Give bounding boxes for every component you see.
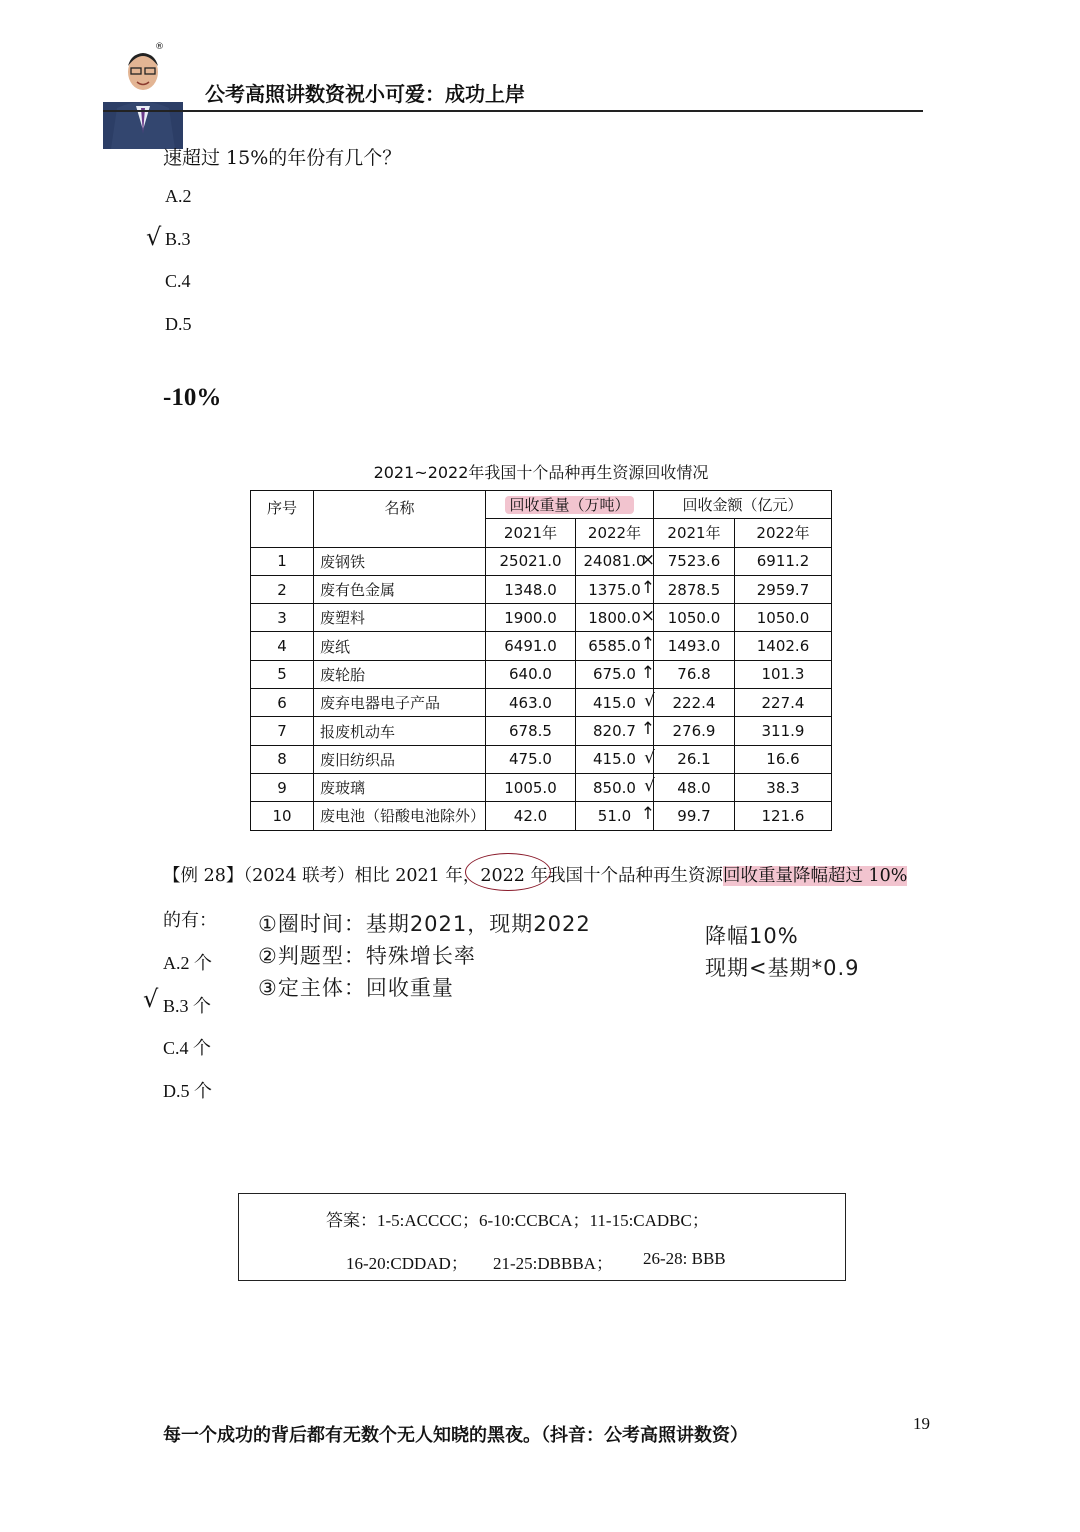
cell-amount-2022-value: 311.9 xyxy=(761,722,805,741)
header-divider xyxy=(103,110,923,112)
cell-name-value: 废旧纺织品 xyxy=(320,750,396,769)
table-row xyxy=(251,745,832,773)
cell-weight-2022-value: 51.0 xyxy=(597,806,632,825)
cell-seq xyxy=(251,717,314,745)
hand-step-1: ①圈时间：基期2021，现期2022 xyxy=(258,912,591,936)
header-amount-2022: 2022年 xyxy=(735,519,832,547)
table-row xyxy=(251,547,832,575)
cell-amount-2022 xyxy=(735,604,832,632)
cell-amount-2021 xyxy=(654,604,735,632)
answers-line2a: 16-20:CDDAD； xyxy=(346,1254,468,1273)
option-c: C.4 xyxy=(165,271,191,291)
cell-amount-2021 xyxy=(654,575,735,603)
example-circled-year: 2022 年 xyxy=(480,866,548,886)
cell-amount-2022-value: 1050.0 xyxy=(756,608,810,627)
cell-amount-2021 xyxy=(654,632,735,660)
hand-mark-icon: ↑ xyxy=(640,577,655,598)
header-weight-2022: 2022年 xyxy=(576,519,654,547)
cell-amount-2021-value: 7523.6 xyxy=(667,552,721,571)
cell-name xyxy=(314,660,486,688)
cell-weight-2022 xyxy=(576,802,654,830)
cell-weight-2022-value: 675.0 xyxy=(593,665,636,684)
table-row xyxy=(251,773,832,801)
cell-weight-2021 xyxy=(486,745,576,773)
cell-seq-value: 9 xyxy=(277,778,287,797)
cell-seq-value: 10 xyxy=(272,806,292,825)
table-row xyxy=(251,632,832,660)
hand-mark-icon: × xyxy=(640,549,655,570)
header-amount: 回收金额（亿元） xyxy=(654,491,832,519)
cell-weight-2022-value: 850.0 xyxy=(593,778,636,797)
answers-line2c: 26-28: BBB xyxy=(643,1249,726,1268)
cell-weight-2021-value: 1900.0 xyxy=(504,608,557,627)
table-row xyxy=(251,717,832,745)
question-text: 速超过 15%的年份有几个？ xyxy=(163,147,402,169)
cell-weight-2021-value: 463.0 xyxy=(509,693,552,712)
answers-line1: 答案：1-5:ACCCC；6-10:CCBCA；11-15:CADBC； xyxy=(326,1211,709,1230)
table-title: 2021~2022年我国十个品种再生资源回收情况 xyxy=(373,463,709,482)
cell-weight-2022 xyxy=(576,575,654,603)
cell-weight-2022 xyxy=(576,745,654,773)
cell-name xyxy=(314,717,486,745)
cell-weight-2021-value: 640.0 xyxy=(509,665,552,684)
cell-amount-2021-value: 1050.0 xyxy=(667,608,721,627)
cell-weight-2021-value: 1348.0 xyxy=(504,580,557,599)
hand-step-2: ②判题型：特殊增长率 xyxy=(258,944,476,968)
cell-amount-2021-value: 26.1 xyxy=(677,750,711,769)
cell-weight-2022-value: 415.0 xyxy=(593,693,636,712)
cell-weight-2022-value: 1800.0 xyxy=(588,608,641,627)
hand-mark-icon: ↑ xyxy=(640,719,655,740)
cell-amount-2021 xyxy=(654,547,735,575)
page-number: 19 xyxy=(913,1414,930,1433)
hand-note-decline: 降幅10% xyxy=(705,924,799,948)
cell-weight-2021 xyxy=(486,604,576,632)
hand-step-3: ③定主体：回收重量 xyxy=(258,976,454,1000)
table-row xyxy=(251,689,832,717)
header-seq: 序号 xyxy=(251,491,314,548)
cell-amount-2022 xyxy=(735,689,832,717)
cell-amount-2021-value: 222.4 xyxy=(672,693,716,712)
cell-amount-2022-value: 6911.2 xyxy=(756,552,810,571)
hand-mark-icon: √ xyxy=(644,775,655,796)
cell-name xyxy=(314,773,486,801)
cell-name xyxy=(314,745,486,773)
cell-name-value: 废钢铁 xyxy=(320,552,366,571)
cell-seq xyxy=(251,604,314,632)
hand-mark-icon: ↑ xyxy=(640,634,655,655)
table-row xyxy=(251,604,832,632)
example-option-d: D.5 个 xyxy=(163,1081,212,1101)
table-row xyxy=(251,575,832,603)
cell-amount-2022 xyxy=(735,717,832,745)
cell-name-value: 报废机动车 xyxy=(320,722,396,741)
cell-weight-2022-value: 415.0 xyxy=(593,750,636,769)
example-option-b: B.3 个 xyxy=(163,996,212,1016)
header-title: 公考高照讲数资祝小可爱：成功上岸 xyxy=(205,82,525,106)
cell-weight-2021-value: 1005.0 xyxy=(504,778,557,797)
cell-seq xyxy=(251,802,314,830)
cell-amount-2021-value: 276.9 xyxy=(672,722,716,741)
cell-amount-2021 xyxy=(654,802,735,830)
cell-name xyxy=(314,575,486,603)
cell-seq-value: 5 xyxy=(277,665,287,684)
answers-line2b: 21-25:DBBBA； xyxy=(493,1254,613,1273)
cell-weight-2022 xyxy=(576,660,654,688)
cell-seq-value: 2 xyxy=(277,580,287,599)
cell-weight-2022 xyxy=(576,604,654,632)
cell-name xyxy=(314,802,486,830)
cell-weight-2021-value: 475.0 xyxy=(509,750,552,769)
example-line2: 的有： xyxy=(163,910,217,931)
cell-amount-2021-value: 76.8 xyxy=(677,665,711,684)
cell-name-value: 废电池（铅酸电池除外） xyxy=(320,807,486,826)
cell-weight-2021-value: 42.0 xyxy=(513,806,548,825)
registered-mark: ® xyxy=(155,42,164,52)
cell-weight-2021-value: 6491.0 xyxy=(504,637,557,656)
cell-amount-2021 xyxy=(654,745,735,773)
cell-name-value: 废塑料 xyxy=(320,609,366,628)
cell-weight-2021 xyxy=(486,575,576,603)
cell-seq xyxy=(251,575,314,603)
cell-name xyxy=(314,632,486,660)
cell-name xyxy=(314,689,486,717)
example-middle: 我国十个品种再生资源 xyxy=(547,866,723,886)
cell-weight-2022 xyxy=(576,632,654,660)
hand-mark-icon: √ xyxy=(644,691,655,712)
cell-amount-2022 xyxy=(735,773,832,801)
header-weight-2021: 2021年 xyxy=(486,519,576,547)
header-amount-2021: 2021年 xyxy=(654,519,735,547)
cell-amount-2022 xyxy=(735,802,832,830)
cell-amount-2021-value: 99.7 xyxy=(677,806,711,825)
cell-name-value: 废弃电器电子产品 xyxy=(320,694,441,713)
cell-weight-2021 xyxy=(486,632,576,660)
cell-amount-2022-value: 16.6 xyxy=(766,750,800,769)
cell-weight-2022-value: 6585.0 xyxy=(588,637,641,656)
cell-name-value: 废轮胎 xyxy=(320,665,366,684)
presenter-avatar xyxy=(103,42,183,149)
cell-amount-2022-value: 38.3 xyxy=(766,778,800,797)
cell-amount-2022-value: 121.6 xyxy=(761,806,805,825)
hand-mark-icon: ↑ xyxy=(640,662,655,683)
hand-mark-icon: × xyxy=(640,606,655,627)
cell-seq xyxy=(251,745,314,773)
option-b: B.3 xyxy=(165,229,191,249)
table-row xyxy=(251,802,832,830)
cell-amount-2022-value: 101.3 xyxy=(761,665,805,684)
cell-amount-2021 xyxy=(654,773,735,801)
cell-amount-2021 xyxy=(654,717,735,745)
cell-seq xyxy=(251,689,314,717)
cell-amount-2022-value: 1402.6 xyxy=(756,637,810,656)
footer-quote: 每一个成功的背后都有无数个无人知晓的黑夜。（抖音：公考高照讲数资） xyxy=(163,1425,748,1446)
cell-amount-2022 xyxy=(735,660,832,688)
cell-amount-2022 xyxy=(735,575,832,603)
check-mark-icon: √ xyxy=(146,223,162,251)
cell-weight-2022 xyxy=(576,547,654,575)
cell-amount-2022 xyxy=(735,632,832,660)
cell-amount-2022-value: 2959.7 xyxy=(756,580,810,599)
cell-seq xyxy=(251,632,314,660)
table-header-row xyxy=(251,491,832,519)
cell-name xyxy=(314,547,486,575)
cell-name-value: 废有色金属 xyxy=(320,581,396,600)
option-d: D.5 xyxy=(165,314,192,334)
cell-weight-2021 xyxy=(486,802,576,830)
cell-weight-2021 xyxy=(486,689,576,717)
cell-weight-2021 xyxy=(486,717,576,745)
cell-seq-value: 4 xyxy=(277,637,287,656)
cell-weight-2022 xyxy=(576,717,654,745)
cell-weight-2022-value: 820.7 xyxy=(593,722,636,741)
cell-amount-2021-value: 1493.0 xyxy=(667,637,721,656)
check-mark-icon: √ xyxy=(143,985,159,1013)
header-weight xyxy=(486,491,654,519)
example-highlight: 回收重量降幅超过 10% xyxy=(722,866,908,886)
cell-weight-2022-value: 1375.0 xyxy=(588,580,641,599)
cell-seq xyxy=(251,773,314,801)
cell-amount-2022 xyxy=(735,745,832,773)
cell-weight-2021 xyxy=(486,773,576,801)
cell-seq xyxy=(251,660,314,688)
data-table xyxy=(250,490,832,831)
hand-note-formula: 现期<基期*0.9 xyxy=(705,956,860,980)
cell-weight-2021 xyxy=(486,547,576,575)
cell-weight-2022-value: 24081.0 xyxy=(583,552,646,571)
cell-seq-value: 8 xyxy=(277,750,287,769)
hand-mark-icon: √ xyxy=(644,747,655,768)
example-prefix: 【例 28】（2024 联考）相比 2021 年， xyxy=(163,866,481,886)
cell-amount-2021-value: 48.0 xyxy=(677,778,711,797)
table-row xyxy=(251,660,832,688)
cell-seq-value: 7 xyxy=(277,722,287,741)
cell-name xyxy=(314,604,486,632)
option-a: A.2 xyxy=(165,186,192,206)
cell-seq-value: 1 xyxy=(277,552,287,571)
cell-seq xyxy=(251,547,314,575)
example-question xyxy=(163,862,907,887)
cell-seq-value: 6 xyxy=(277,693,287,712)
example-option-c: C.4 个 xyxy=(163,1038,212,1058)
cell-amount-2022 xyxy=(735,547,832,575)
example-option-a: A.2 个 xyxy=(163,953,212,973)
cell-weight-2021-value: 678.5 xyxy=(509,722,552,741)
header-name: 名称 xyxy=(314,491,486,548)
cell-amount-2021 xyxy=(654,689,735,717)
header-weight-label: 回收重量（万吨） xyxy=(505,496,633,514)
hand-mark-icon: ↑ xyxy=(640,804,655,825)
cell-weight-2022 xyxy=(576,773,654,801)
cell-name-value: 废玻璃 xyxy=(320,779,366,798)
cell-weight-2021 xyxy=(486,660,576,688)
cell-weight-2021-value: 25021.0 xyxy=(499,552,562,571)
cell-amount-2021 xyxy=(654,660,735,688)
cell-amount-2022-value: 227.4 xyxy=(761,693,805,712)
cell-amount-2021-value: 2878.5 xyxy=(667,580,721,599)
cell-seq-value: 3 xyxy=(277,608,287,627)
cell-weight-2022 xyxy=(576,689,654,717)
cell-name-value: 废纸 xyxy=(320,637,351,656)
note-percentage: -10% xyxy=(163,384,222,411)
